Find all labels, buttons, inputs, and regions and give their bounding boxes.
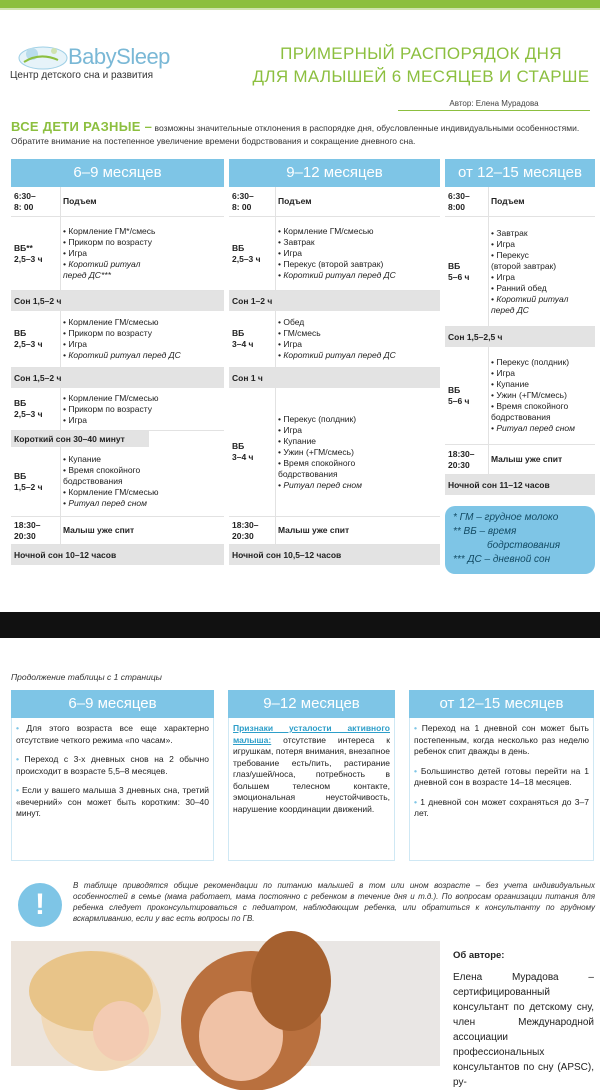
baby-cloud-icon <box>10 42 70 72</box>
list-item: • Ранний обед <box>491 282 547 293</box>
top-stripe <box>0 0 600 8</box>
table-row <box>229 311 440 368</box>
row-list <box>60 217 224 290</box>
table-row <box>11 517 224 545</box>
legend-item: * ГМ – грудное молоко <box>453 512 559 523</box>
row-list <box>60 311 224 367</box>
table-row <box>229 217 440 291</box>
list-item: • Перекус (полдник) <box>491 357 570 367</box>
list-item: • Игра <box>63 339 88 349</box>
intro-body: возможны значительные отклонения в распорядке дня, обусловленные индивидуальными особенностями. Обратите внимание на постепенное увеличение времени бодрствования и сокращение дневного сна. <box>11 123 580 146</box>
list-item: • Игра <box>491 238 516 249</box>
list-item: • Ритуал перед сном <box>63 498 147 508</box>
paragraph-text: Большинство детей готовы перейти на 1 дневной сон в возрасте 14–18 месяцев. <box>414 765 589 787</box>
list-item: • Завтрак <box>278 237 315 247</box>
schedule-column-9-12 <box>229 159 440 565</box>
about-author-text: Елена Мурадова – сертифицированный консультант по детскому сну, член Международной ассоциации профессиональных консультантов по сну (APSC), ру- <box>453 972 594 1088</box>
time-label: ВБ 2,5–3 ч <box>232 242 261 264</box>
paragraph <box>414 797 589 820</box>
list-item: • Короткий ритуал перед ДС <box>63 350 181 360</box>
table-row <box>11 217 224 291</box>
row-text: Подъем <box>275 187 440 216</box>
list-item: • Игра <box>63 414 88 425</box>
list-item: • Игра <box>491 368 516 378</box>
table-row <box>11 187 224 217</box>
list-item: • Игра <box>63 248 88 258</box>
continuation-title: Продолжение таблицы с 1 страницы <box>11 672 162 682</box>
list-item: • Кормление ГМ/смесью <box>63 487 159 497</box>
column-title: 6–9 месяцев <box>11 159 224 187</box>
bullet-icon: • <box>414 723 417 733</box>
page-title <box>246 42 596 88</box>
list-item: • Игра <box>278 424 303 435</box>
page-divider <box>0 612 600 638</box>
row-text: Малыш уже спит <box>488 445 595 474</box>
column-title: 9–12 месяцев <box>229 159 440 187</box>
logo <box>10 40 210 90</box>
table-row <box>11 311 224 368</box>
row-text: Малыш уже спит <box>275 517 440 544</box>
table-row <box>445 187 595 217</box>
time-label: ВБ 2,5–3 ч <box>14 328 43 349</box>
logo-subtitle: Центр детского сна и развития <box>10 70 154 81</box>
paragraph-text: Для этого возраста все еще характерно отсутствие четкого режима «по часам». <box>16 723 209 745</box>
paragraph <box>233 723 390 815</box>
exclamation-icon: ! <box>18 883 62 927</box>
logo-name: BabySleep <box>68 44 170 69</box>
time-label: 6:30– 8: 00 <box>232 190 254 212</box>
page-title-line-1: ПРИМЕРНЫЙ РАСПОРЯДОК ДНЯ <box>280 44 562 63</box>
tiredness-signs-link[interactable]: Признаки усталости активного малыша: <box>233 723 390 745</box>
list-item: • Завтрак <box>491 227 528 238</box>
list-item: • Прикорм по возрасту <box>63 403 152 414</box>
list-item: • Короткий ритуал перед ДС <box>278 270 396 280</box>
time-label: 18:30– 20:30 <box>448 448 475 470</box>
list-item: • Прикорм по возрасту <box>63 328 152 338</box>
list-item: • Игра <box>278 339 303 349</box>
list-item: • Перекус (второй завтрак) <box>491 249 557 271</box>
list-item: • Время спокойного бодрствования <box>278 457 356 479</box>
list-item: • Кормление ГМ/смесью <box>63 392 159 403</box>
paragraph <box>16 754 209 777</box>
table-row <box>445 347 595 445</box>
paragraph <box>16 785 209 820</box>
sleep-row: Сон 1 ч <box>229 368 440 388</box>
time-label: ВБ 3–4 ч <box>232 441 254 462</box>
night-sleep-row: Ночной сон 10,5–12 часов <box>229 545 440 565</box>
time-label: 6:30– 8: 00 <box>14 190 36 212</box>
page-title-line-2: ДЛЯ МАЛЫШЕЙ 6 МЕСЯЦЕВ И СТАРШЕ <box>252 67 590 86</box>
bullet-icon: • <box>414 796 417 807</box>
table-row <box>229 187 440 217</box>
time-label: ВБ 5–6 ч <box>448 260 470 282</box>
schedule-column-6-9 <box>11 159 224 565</box>
schedule-column-12-15 <box>445 159 595 495</box>
list-item: • Игра <box>278 248 303 258</box>
mother-child-photo <box>11 941 440 1066</box>
nutrition-note: В таблице приводятся общие рекомендации по питанию малышей в том или ином возрасте – без учета индивидуальных особенностей в семье (мама работает, мама постоянно с ребенком в течение дня и т.д.). По вопросам организации питания для ребенка следует проконсультироваться с педиатром, наблюдающим ребенка, или обратиться к консультанту по грудному вскармливанию, если у вас есть вопросы по ГВ. <box>73 881 595 923</box>
box-title: 9–12 месяцев <box>228 690 395 718</box>
list-item: • Купание <box>63 454 102 464</box>
list-item: • Кормление ГМ/смесью <box>278 226 374 236</box>
intro-text <box>11 120 593 148</box>
legend-item: *** ДС – дневной сон <box>453 554 551 565</box>
time-label: ВБ 1,5–2 ч <box>14 470 43 492</box>
night-sleep-row: Ночной сон 10–12 часов <box>11 545 224 565</box>
time-label: 18:30– 20:30 <box>232 519 259 541</box>
top-stripe-light <box>0 8 600 10</box>
bullet-icon: • <box>16 754 19 764</box>
list-item: • Купание <box>278 435 317 446</box>
list-item: • Ритуал перед сном <box>491 423 575 433</box>
paragraph-text: отсутствие интереса к игрушкам, потеря внимания, внезапное требование есть/пить, растирание глаз/ушей/носа, потребность в большем телесном контакте, эмоциональная неустойчивость, нарушение координации движений. <box>233 734 390 814</box>
column-title: от 12–15 месяцев <box>445 159 595 187</box>
row-list <box>488 347 595 444</box>
paragraph-text: Переход на 1 дневной сон может быть постепенным, когда несколько раз неделю ребенок спит дважды в день. <box>414 723 589 756</box>
paragraph-text: 1 дневной сон может сохраняться до 3–7 лет. <box>414 796 589 818</box>
sleep-row: Короткий сон 30–40 минут <box>11 431 149 447</box>
row-list <box>275 217 440 290</box>
table-row <box>229 388 440 517</box>
table-row <box>445 217 595 327</box>
info-box-6-9 <box>11 690 214 861</box>
box-title: от 12–15 месяцев <box>409 690 594 718</box>
sleep-row: Сон 1,5–2 ч <box>11 368 224 388</box>
row-list <box>60 447 224 516</box>
paragraph <box>16 723 209 746</box>
author: Автор: Елена Мурадова <box>398 97 590 111</box>
list-item: • Время спокойного бодрствования <box>63 465 141 486</box>
list-item: • Ужин (+ГМ/смесь) <box>278 446 354 457</box>
row-list <box>488 217 595 326</box>
sleep-row: Сон 1,5–2,5 ч <box>445 327 595 347</box>
table-row <box>229 517 440 545</box>
paragraph <box>414 766 589 789</box>
paragraph-text: Переход с 3-х дневных снов на 2 обычно происходит в возрасте 5,5–8 месяцев. <box>16 754 209 776</box>
paragraph <box>414 723 589 758</box>
row-text: Подъем <box>60 187 224 216</box>
row-text: Малыш уже спит <box>60 517 224 544</box>
photo-illustration <box>11 941 440 1066</box>
list-item: • Перекус (полдник) <box>278 413 357 424</box>
box-body <box>228 718 395 861</box>
list-item: • Ужин (+ГМ/смесь) <box>491 390 567 400</box>
list-item: • Ритуал перед сном <box>278 479 362 490</box>
list-item: • Короткий ритуал перед ДС <box>278 350 396 360</box>
row-list <box>275 311 440 367</box>
time-label: ВБ 3–4 ч <box>232 328 254 349</box>
info-box-9-12 <box>228 690 395 861</box>
list-item: • Короткий ритуал перед ДС <box>491 293 569 315</box>
row-list <box>60 388 224 430</box>
time-label: ВБ 2,5–3 ч <box>14 398 43 419</box>
legend <box>445 506 595 574</box>
table-row <box>11 447 224 517</box>
row-list <box>275 388 440 516</box>
list-item: • Прикорм по возрасту <box>63 237 152 247</box>
list-item: • Кормление ГМ*/смесь <box>63 226 156 236</box>
list-item: • Кормление ГМ/смесью <box>63 317 159 327</box>
legend-item: бодрствования <box>487 540 561 551</box>
row-text: Подъем <box>488 187 595 216</box>
info-box-12-15 <box>409 690 594 861</box>
paragraph-text: Если у вашего малыша 3 дневных сна, третий «вечерний» сон может быть коротким: 30–40 минут. <box>16 785 209 818</box>
legend-item: ** ВБ – время <box>453 526 517 537</box>
night-sleep-row: Ночной сон 11–12 часов <box>445 475 595 495</box>
time-label: 6:30– 8:00 <box>448 190 470 212</box>
sleep-row: Сон 1,5–2 ч <box>11 291 224 311</box>
intro-lead: ВСЕ ДЕТИ РАЗНЫЕ – <box>11 119 153 134</box>
list-item: • ГМ/смесь <box>278 328 321 338</box>
list-item: • Перекус (второй завтрак) <box>278 259 384 269</box>
time-label: 18:30– 20:30 <box>14 519 41 541</box>
box-body <box>11 718 214 861</box>
list-item: • Игра <box>491 271 516 282</box>
table-row <box>11 388 224 431</box>
time-label: ВБ 5–6 ч <box>448 384 470 406</box>
time-label: ВБ** 2,5–3 ч <box>14 242 43 264</box>
list-item: • Время спокойного бодрствования <box>491 401 569 422</box>
bullet-icon: • <box>16 785 19 795</box>
box-title: 6–9 месяцев <box>11 690 214 718</box>
box-body <box>409 718 594 861</box>
sleep-row: Сон 1–2 ч <box>229 291 440 311</box>
list-item: • Купание <box>491 379 530 389</box>
bullet-icon: • <box>16 723 19 733</box>
table-row <box>445 445 595 475</box>
about-author-title: Об авторе: <box>453 950 505 961</box>
list-item: • Обед <box>278 317 305 327</box>
list-item: • Короткий ритуал перед ДС*** <box>63 259 141 280</box>
bullet-icon: • <box>414 765 417 776</box>
